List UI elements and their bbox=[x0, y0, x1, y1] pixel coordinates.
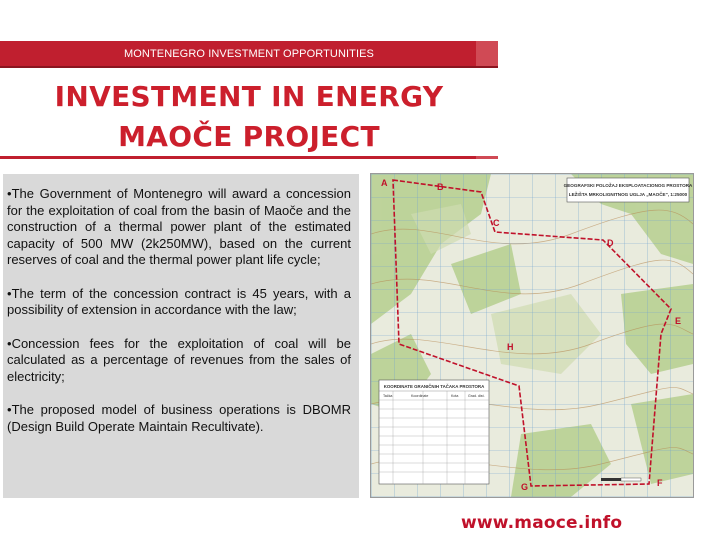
bullet-list bbox=[3, 174, 359, 498]
table-header-elevation: Kota bbox=[451, 394, 459, 398]
table-header-coords: Koordinate bbox=[411, 394, 429, 398]
coordinate-table bbox=[379, 380, 489, 484]
page-title bbox=[0, 77, 498, 157]
map-title-line1: GEOGRAFSKI POLOŽAJ EKSPLOATACIONOG PROSTORA bbox=[563, 183, 693, 188]
bullet-item-3: • Concession fees for the exploitation of coal will be calculated as a percentage of revenues from the sales of electricity; bbox=[7, 336, 351, 386]
table-header-distance: Grad. dist. bbox=[468, 394, 485, 398]
website-link[interactable]: www.maoce.info bbox=[461, 513, 623, 533]
concession-map bbox=[370, 173, 694, 498]
table-header-point: Tačka bbox=[383, 394, 393, 398]
map-point-h: H bbox=[507, 342, 514, 352]
header-bar bbox=[0, 41, 498, 68]
page-title-line2: MAOČE PROJECT bbox=[118, 120, 380, 153]
header-bar-accent bbox=[476, 41, 498, 66]
table-title: KOORDINATE GRANIČNIH TAČAKA PROSTORA bbox=[383, 384, 485, 389]
title-divider bbox=[0, 156, 498, 159]
map-point-g: G bbox=[521, 482, 529, 492]
map-title-box bbox=[564, 178, 693, 202]
map-point-b: B bbox=[437, 182, 444, 192]
page-title-line1: INVESTMENT IN ENERGY bbox=[54, 80, 444, 113]
map-title-line2: LEŽIŠTA MRKOLIGNITNOG UGLJA „MAOČE", 1:25000 bbox=[568, 192, 688, 197]
map-point-c: C bbox=[493, 218, 500, 228]
map-point-f: F bbox=[657, 478, 663, 488]
map-point-a: A bbox=[381, 178, 388, 188]
title-divider-accent bbox=[476, 156, 498, 159]
map-point-d: D bbox=[607, 238, 614, 248]
map-point-e: E bbox=[675, 316, 682, 326]
bullet-item-2: • The term of the concession contract is 45 years, with a possibility of extension in accordance with the law; bbox=[7, 286, 351, 319]
map-svg bbox=[371, 174, 693, 497]
header-bar-text: MONTENEGRO INVESTMENT OPPORTUNITIES bbox=[123, 47, 374, 60]
bullet-item-1: • The Government of Montenegro will award a concession for the exploitation of coal from the basin of Maoče and the construction of a thermal power plant of the estimated capacity of 500 MW (2k250MW), based on the current reserves of coal and the thermal power plant life cycle; bbox=[7, 186, 351, 269]
map-scale-bar bbox=[601, 478, 641, 481]
bullet-item-4: • The proposed model of business operations is DBOMR (Design Build Operate Maintain Recultivate). bbox=[7, 402, 351, 435]
